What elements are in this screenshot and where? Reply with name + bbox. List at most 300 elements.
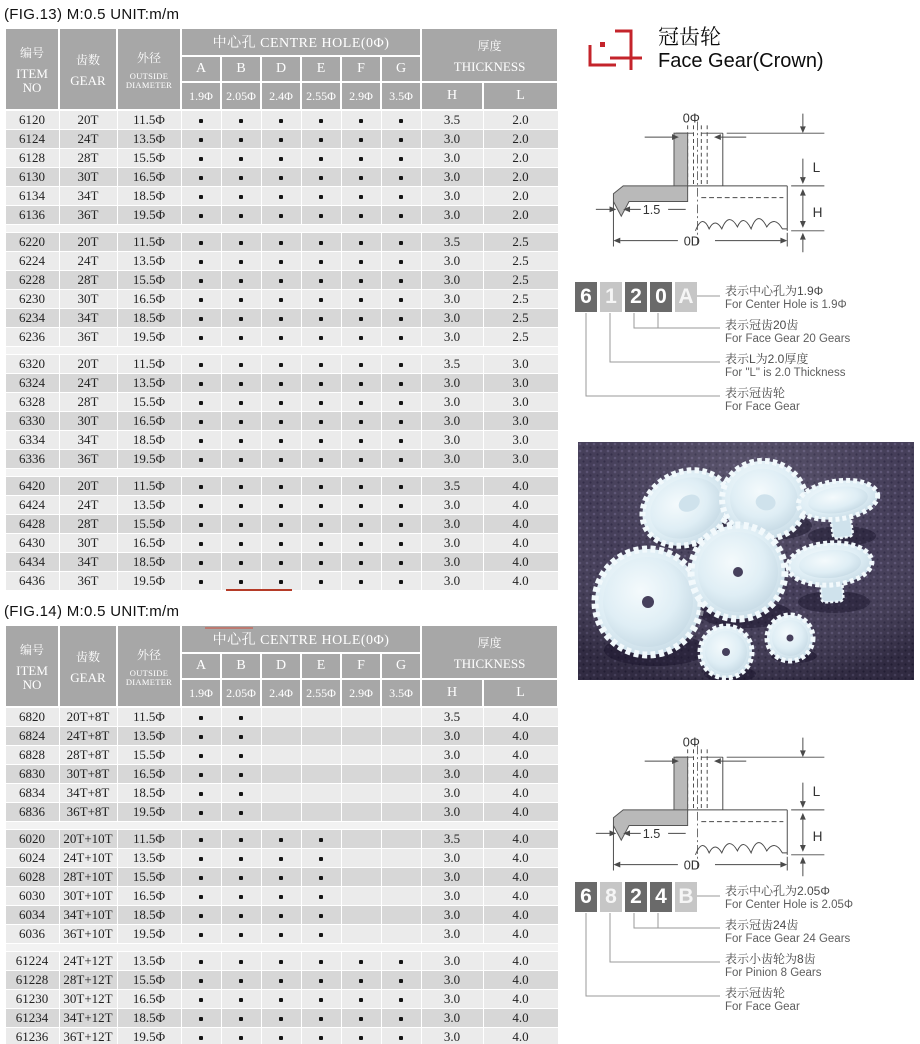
hole-cell-B: [221, 571, 261, 590]
h-cell: 3.0: [421, 205, 483, 224]
note-zh: 表示冠齿轮: [725, 386, 786, 400]
od-cell: 15.5Φ: [117, 745, 181, 764]
header-hole-size-D: 2.4Φ: [261, 679, 301, 707]
hole-cell-A: [181, 726, 221, 745]
availability-dot: [279, 363, 283, 367]
availability-dot: [319, 363, 323, 367]
hole-cell-G: [381, 745, 421, 764]
hole-cell-D: [261, 430, 301, 449]
availability-dot: [239, 458, 243, 462]
header-l: L: [483, 82, 558, 110]
hole-cell-A: [181, 289, 221, 308]
od-cell: 13.5Φ: [117, 373, 181, 392]
availability-dot: [399, 979, 403, 983]
availability-dot: [319, 195, 323, 199]
hole-cell-A: [181, 905, 221, 924]
l-cell: 4.0: [483, 924, 558, 943]
header-thickness: 厚度 THICKNESS: [421, 28, 558, 82]
availability-dot: [199, 241, 203, 245]
l-cell: 3.0: [483, 354, 558, 373]
hole-cell-G: [381, 848, 421, 867]
hole-cell-F: [341, 251, 381, 270]
table-row: [5, 764, 558, 783]
hole-cell-D: [261, 167, 301, 186]
l-cell: 4.0: [483, 848, 558, 867]
hole-cell-G: [381, 552, 421, 571]
hole-cell-E: [301, 1027, 341, 1044]
hole-cell-E: [301, 924, 341, 943]
availability-dot: [239, 580, 243, 584]
hole-cell-B: [221, 951, 261, 970]
hole-cell-B: [221, 430, 261, 449]
availability-dot: [199, 119, 203, 123]
availability-dot: [279, 838, 283, 842]
code-digit-box: B: [675, 882, 697, 912]
availability-dot: [239, 960, 243, 964]
availability-dot: [199, 561, 203, 565]
table-row: [5, 1027, 558, 1044]
od-cell: 11.5Φ: [117, 110, 181, 129]
availability-dot: [359, 241, 363, 245]
hole-cell-A: [181, 829, 221, 848]
hole-cell-F: [341, 476, 381, 495]
h-cell: 3.0: [421, 449, 483, 468]
h-cell: 3.0: [421, 373, 483, 392]
availability-dot: [279, 176, 283, 180]
hole-cell-E: [301, 571, 341, 590]
hole-cell-B: [221, 905, 261, 924]
hole-cell-D: [261, 829, 301, 848]
hole-cell-G: [381, 167, 421, 186]
hole-cell-D: [261, 707, 301, 726]
od-cell: 13.5Φ: [117, 251, 181, 270]
gear-cell: 24T: [59, 251, 117, 270]
hole-cell-B: [221, 270, 261, 289]
table-row: [5, 148, 558, 167]
legend-note: [725, 986, 920, 1015]
header-hole-E: E: [301, 56, 341, 82]
availability-dot: [359, 138, 363, 142]
crown-gear-dimension-diagram-2: [590, 730, 920, 882]
table-row: [5, 373, 558, 392]
fig13-table: [4, 27, 559, 590]
l-cell: 4.0: [483, 533, 558, 552]
availability-dot: [239, 138, 243, 142]
item-no-cell: 6134: [5, 186, 59, 205]
hole-cell-E: [301, 251, 341, 270]
hole-cell-B: [221, 867, 261, 886]
hole-cell-G: [381, 1027, 421, 1044]
table-row: [5, 1008, 558, 1027]
hole-cell-A: [181, 308, 221, 327]
hole-cell-E: [301, 886, 341, 905]
availability-dot: [199, 933, 203, 937]
availability-dot: [199, 260, 203, 264]
hole-cell-G: [381, 802, 421, 821]
code-digit-box: 6: [575, 882, 597, 912]
header-hole-F: F: [341, 653, 381, 679]
hole-cell-E: [301, 1008, 341, 1027]
od-cell: 16.5Φ: [117, 886, 181, 905]
hole-cell-D: [261, 905, 301, 924]
gear-cell: 34T+10T: [59, 905, 117, 924]
od-cell: 16.5Φ: [117, 764, 181, 783]
availability-dot: [279, 857, 283, 861]
hole-cell-E: [301, 970, 341, 989]
h-cell: 3.5: [421, 707, 483, 726]
fig14-table-body: [5, 707, 558, 1044]
availability-dot: [199, 317, 203, 321]
group-separator: [5, 943, 558, 951]
availability-dot: [239, 914, 243, 918]
item-code-boxes: [575, 282, 697, 312]
availability-dot: [359, 214, 363, 218]
availability-dot: [239, 439, 243, 443]
availability-dot: [279, 401, 283, 405]
hole-cell-D: [261, 354, 301, 373]
gear-cell: 28T+10T: [59, 867, 117, 886]
availability-dot: [279, 998, 283, 1002]
od-cell: 18.5Φ: [117, 1008, 181, 1027]
hole-cell-G: [381, 905, 421, 924]
availability-dot: [279, 580, 283, 584]
hole-cell-F: [341, 886, 381, 905]
hole-cell-G: [381, 726, 421, 745]
availability-dot: [239, 317, 243, 321]
hole-cell-D: [261, 270, 301, 289]
availability-dot: [319, 119, 323, 123]
availability-dot: [319, 914, 323, 918]
hole-cell-F: [341, 848, 381, 867]
hole-cell-A: [181, 167, 221, 186]
availability-dot: [239, 420, 243, 424]
availability-dot: [399, 1017, 403, 1021]
hole-cell-D: [261, 970, 301, 989]
h-cell: 3.0: [421, 571, 483, 590]
gear-cell: 28T: [59, 270, 117, 289]
gear-cell: 20T: [59, 110, 117, 129]
h-cell: 3.0: [421, 951, 483, 970]
availability-dot: [279, 439, 283, 443]
hole-cell-E: [301, 707, 341, 726]
availability-dot: [399, 157, 403, 161]
hole-cell-E: [301, 989, 341, 1008]
hole-cell-A: [181, 848, 221, 867]
availability-dot: [239, 401, 243, 405]
fig14-table: [4, 624, 559, 1044]
h-cell: 3.0: [421, 289, 483, 308]
item-no-cell: 6824: [5, 726, 59, 745]
availability-dot: [239, 716, 243, 720]
code-digit-box: 1: [600, 282, 622, 312]
hole-cell-F: [341, 205, 381, 224]
availability-dot: [319, 420, 323, 424]
gear-large-left: [595, 549, 701, 655]
hole-cell-D: [261, 392, 301, 411]
dim-label-h: H: [812, 829, 823, 845]
h-cell: 3.0: [421, 186, 483, 205]
l-cell: 4.0: [483, 886, 558, 905]
hole-cell-G: [381, 476, 421, 495]
legend-note: [725, 952, 920, 981]
hole-cell-E: [301, 354, 341, 373]
availability-dot: [279, 260, 283, 264]
availability-dot: [239, 298, 243, 302]
gear-cell: 28T: [59, 514, 117, 533]
hole-cell-F: [341, 129, 381, 148]
h-cell: 3.5: [421, 476, 483, 495]
hole-cell-E: [301, 430, 341, 449]
hole-cell-A: [181, 476, 221, 495]
availability-dot: [279, 195, 283, 199]
header-gear: 齿数 GEAR: [59, 625, 117, 707]
hole-cell-A: [181, 129, 221, 148]
l-cell: 3.0: [483, 373, 558, 392]
availability-dot: [319, 580, 323, 584]
gear-cell: 24T+10T: [59, 848, 117, 867]
od-cell: 13.5Φ: [117, 848, 181, 867]
l-cell: 2.5: [483, 270, 558, 289]
note-zh: 表示冠齿20齿: [725, 318, 799, 332]
hole-cell-B: [221, 392, 261, 411]
table-row: [5, 411, 558, 430]
availability-dot: [319, 485, 323, 489]
availability-dot: [199, 176, 203, 180]
note-en: For Pinion 8 Gears: [725, 967, 822, 980]
hole-cell-E: [301, 308, 341, 327]
availability-dot: [319, 523, 323, 527]
availability-dot: [239, 241, 243, 245]
hole-cell-D: [261, 764, 301, 783]
code-digit-box: 8: [600, 882, 622, 912]
header-hole-F: F: [341, 56, 381, 82]
hole-cell-D: [261, 886, 301, 905]
availability-dot: [399, 279, 403, 283]
availability-dot: [399, 1036, 403, 1040]
table-row: [5, 430, 558, 449]
h-cell: 3.5: [421, 110, 483, 129]
table-row: [5, 829, 558, 848]
availability-dot: [319, 561, 323, 565]
hole-cell-D: [261, 533, 301, 552]
legend-note: [725, 386, 920, 415]
availability-dot: [399, 298, 403, 302]
availability-dot: [199, 895, 203, 899]
l-cell: 4.0: [483, 707, 558, 726]
availability-dot: [319, 504, 323, 508]
gear-cell: 36T: [59, 571, 117, 590]
gear-large-center: [691, 525, 785, 619]
l-cell: 4.0: [483, 1027, 558, 1044]
hole-cell-B: [221, 1027, 261, 1044]
header-hole-size-E: 2.55Φ: [301, 679, 341, 707]
header-centre-hole: 中心孔 CENTRE HOLE(0Φ): [181, 28, 421, 56]
availability-dot: [199, 998, 203, 1002]
hole-cell-D: [261, 251, 301, 270]
hole-cell-D: [261, 327, 301, 346]
header-hole-size-A: 1.9Φ: [181, 82, 221, 110]
item-no-cell: 6130: [5, 167, 59, 186]
hole-cell-D: [261, 848, 301, 867]
od-cell: 19.5Φ: [117, 1027, 181, 1044]
table-row: [5, 308, 558, 327]
od-cell: 19.5Φ: [117, 205, 181, 224]
hole-cell-G: [381, 373, 421, 392]
header-hole-size-B: 2.05Φ: [221, 679, 261, 707]
availability-dot: [239, 523, 243, 527]
hole-cell-G: [381, 430, 421, 449]
hole-cell-E: [301, 867, 341, 886]
table-row: [5, 745, 558, 764]
item-no-cell: 6324: [5, 373, 59, 392]
l-cell: 2.5: [483, 308, 558, 327]
gear-cell: 24T: [59, 495, 117, 514]
h-cell: 3.0: [421, 764, 483, 783]
item-no-cell: 6328: [5, 392, 59, 411]
product-title: [658, 26, 824, 73]
l-cell: 4.0: [483, 970, 558, 989]
availability-dot: [359, 439, 363, 443]
availability-dot: [399, 382, 403, 386]
table-row: [5, 514, 558, 533]
dim-label-hole: 0Φ: [682, 111, 700, 126]
availability-dot: [359, 363, 363, 367]
l-cell: 4.0: [483, 495, 558, 514]
hole-cell-B: [221, 354, 261, 373]
availability-dot: [319, 838, 323, 842]
availability-dot: [279, 336, 283, 340]
availability-dot: [239, 838, 243, 842]
hole-cell-F: [341, 270, 381, 289]
hole-cell-F: [341, 951, 381, 970]
hole-cell-E: [301, 802, 341, 821]
hole-cell-E: [301, 764, 341, 783]
gear-cell: 34T+12T: [59, 1008, 117, 1027]
od-cell: 11.5Φ: [117, 232, 181, 251]
hole-cell-F: [341, 110, 381, 129]
header-centre-hole: 中心孔 CENTRE HOLE(0Φ): [181, 625, 421, 653]
code-digit-box: A: [675, 282, 697, 312]
hole-cell-D: [261, 1027, 301, 1044]
od-cell: 11.5Φ: [117, 707, 181, 726]
availability-dot: [399, 176, 403, 180]
availability-dot: [199, 401, 203, 405]
availability-dot: [359, 420, 363, 424]
gear-cell: 24T: [59, 373, 117, 392]
availability-dot: [239, 1036, 243, 1040]
h-cell: 3.0: [421, 848, 483, 867]
availability-dot: [239, 157, 243, 161]
availability-dot: [319, 401, 323, 405]
hole-cell-G: [381, 989, 421, 1008]
availability-dot: [399, 195, 403, 199]
item-no-cell: 6024: [5, 848, 59, 867]
hole-cell-E: [301, 392, 341, 411]
hole-cell-B: [221, 373, 261, 392]
item-no-cell: 6128: [5, 148, 59, 167]
availability-dot: [199, 458, 203, 462]
hole-cell-B: [221, 232, 261, 251]
dim-label-l: L: [812, 160, 821, 176]
item-no-cell: 6136: [5, 205, 59, 224]
dim-label-od: 0D: [683, 234, 700, 249]
availability-dot: [239, 857, 243, 861]
hole-cell-F: [341, 764, 381, 783]
header-hole-D: D: [261, 653, 301, 679]
availability-dot: [239, 1017, 243, 1021]
hole-cell-E: [301, 449, 341, 468]
table-row: [5, 848, 558, 867]
h-cell: 3.0: [421, 308, 483, 327]
h-cell: 3.0: [421, 802, 483, 821]
hole-cell-F: [341, 989, 381, 1008]
item-no-cell: 6236: [5, 327, 59, 346]
availability-dot: [319, 298, 323, 302]
table-row: [5, 726, 558, 745]
header-hole-A: A: [181, 56, 221, 82]
availability-dot: [399, 363, 403, 367]
product-title-zh: 冠齿轮: [658, 26, 721, 49]
hole-cell-F: [341, 745, 381, 764]
hole-cell-B: [221, 167, 261, 186]
availability-dot: [359, 458, 363, 462]
availability-dot: [359, 260, 363, 264]
availability-dot: [199, 298, 203, 302]
fig13-table-body: [5, 110, 558, 590]
item-no-cell: 6036: [5, 924, 59, 943]
group-separator: [5, 346, 558, 354]
availability-dot: [359, 523, 363, 527]
hole-cell-D: [261, 373, 301, 392]
dim-label-offset: 1.5: [642, 827, 661, 842]
hole-cell-F: [341, 167, 381, 186]
h-cell: 3.0: [421, 867, 483, 886]
h-cell: 3.0: [421, 514, 483, 533]
l-cell: 3.0: [483, 392, 558, 411]
availability-dot: [279, 933, 283, 937]
availability-dot: [319, 857, 323, 861]
item-no-cell: 6320: [5, 354, 59, 373]
gear-cell: 30T+10T: [59, 886, 117, 905]
availability-dot: [199, 363, 203, 367]
hole-cell-F: [341, 514, 381, 533]
note-en: For "L" is 2.0 Thickness: [725, 367, 846, 380]
od-cell: 11.5Φ: [117, 354, 181, 373]
od-cell: 18.5Φ: [117, 552, 181, 571]
availability-dot: [279, 138, 283, 142]
hole-cell-G: [381, 924, 421, 943]
hole-cell-B: [221, 495, 261, 514]
od-cell: 13.5Φ: [117, 129, 181, 148]
group-separator: [5, 468, 558, 476]
red-scan-artifact: [205, 627, 253, 629]
hole-cell-E: [301, 129, 341, 148]
gear-cell: 30T: [59, 167, 117, 186]
availability-dot: [359, 401, 363, 405]
hole-cell-B: [221, 886, 261, 905]
availability-dot: [359, 1017, 363, 1021]
item-code-boxes: [575, 882, 697, 912]
hole-cell-G: [381, 970, 421, 989]
availability-dot: [319, 279, 323, 283]
availability-dot: [199, 735, 203, 739]
hole-cell-E: [301, 327, 341, 346]
hole-cell-G: [381, 270, 421, 289]
h-cell: 3.0: [421, 533, 483, 552]
hole-cell-B: [221, 327, 261, 346]
item-no-cell: 6030: [5, 886, 59, 905]
availability-dot: [399, 119, 403, 123]
